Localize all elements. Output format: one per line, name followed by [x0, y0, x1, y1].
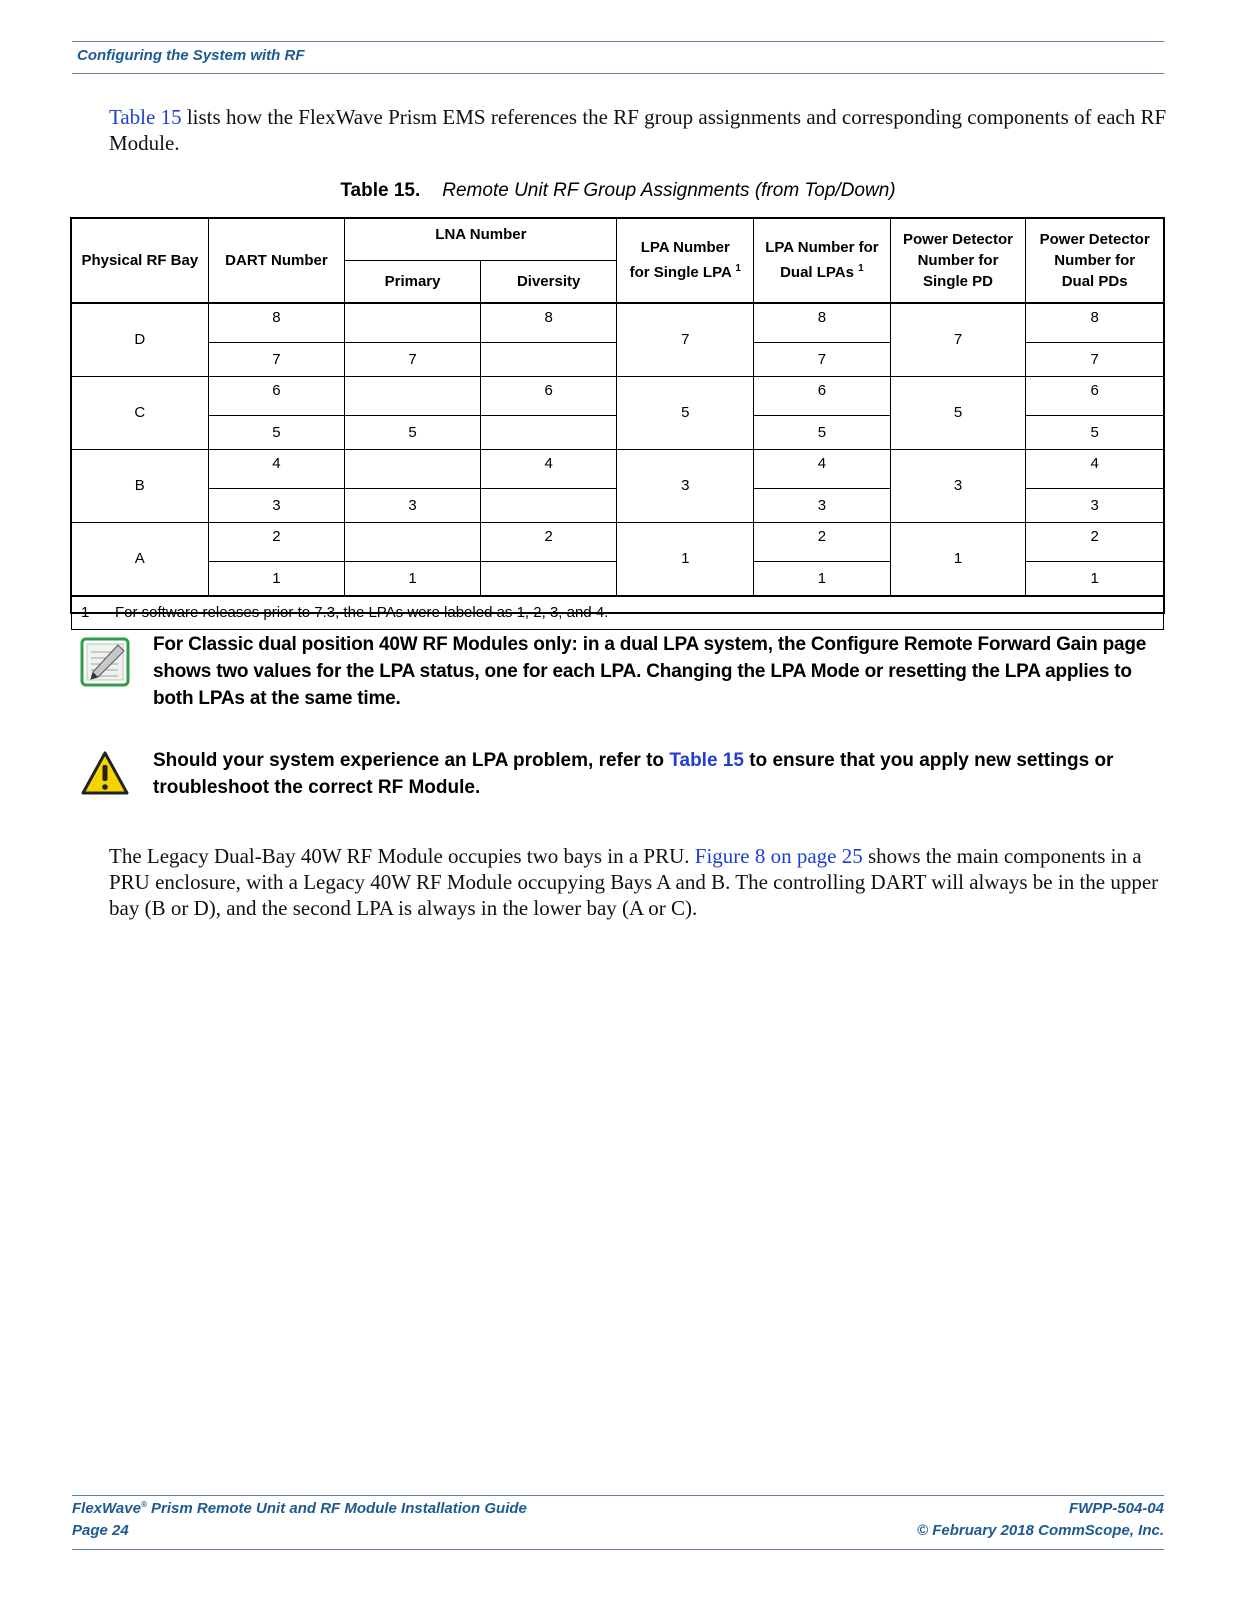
lpa-dual-cell: 2 [754, 522, 891, 561]
lpa-dual-cell: 7 [754, 342, 891, 376]
warning-text [153, 747, 1153, 801]
dart-cell: 2 [208, 522, 345, 561]
table-footnote [72, 596, 1164, 630]
dart-cell: 6 [208, 376, 345, 415]
footer-copyright: © February 2018 CommScope, Inc. [917, 1522, 1164, 1539]
pd-dual-cell: 6 [1026, 376, 1164, 415]
footer-page-number: Page 24 [72, 1522, 129, 1539]
header-lna-number: LNA Number [345, 219, 617, 261]
pd-single-cell: 7 [890, 303, 1026, 377]
pd-single-cell: 5 [890, 376, 1026, 449]
registered-mark: ® [140, 1500, 147, 1509]
table-caption-number: Table 15. [340, 180, 421, 201]
rf-group-table [71, 218, 1164, 630]
lna-diversity-cell [480, 561, 617, 596]
pd-single-cell: 3 [890, 449, 1026, 522]
lpa-dual-cell: 5 [754, 415, 891, 449]
lna-primary-cell [345, 303, 481, 343]
pd-dual-cell: 2 [1026, 522, 1164, 561]
header-lpa-dual-line1: LPA Number for [765, 239, 879, 257]
table-row [72, 522, 1164, 561]
pd-single-cell: 1 [890, 522, 1026, 596]
dart-cell: 1 [208, 561, 345, 596]
lna-diversity-cell: 4 [480, 449, 617, 488]
table-15-link[interactable]: Table 15 [109, 105, 182, 129]
header-dart-number: DART Number [208, 219, 345, 303]
lpa-dual-cell: 6 [754, 376, 891, 415]
header-lna-diversity: Diversity [480, 261, 617, 303]
lna-primary-cell [345, 522, 481, 561]
pd-dual-cell: 7 [1026, 342, 1164, 376]
lna-diversity-cell [480, 342, 617, 376]
lna-primary-cell: 5 [345, 415, 481, 449]
header-pd-single-line3: Single PD [923, 272, 994, 290]
header-lna-primary: Primary [345, 261, 481, 303]
header-pd-dual-line3: Dual PDs [1061, 272, 1128, 290]
footer-bottom-rule [72, 1549, 1164, 1550]
pd-dual-cell: 8 [1026, 303, 1164, 343]
header-pd-single-line2: Number for [917, 251, 999, 269]
note-pencil-icon [80, 637, 130, 687]
legacy-paragraph [109, 843, 1169, 921]
intro-text: lists how the FlexWave Prism EMS references the RF group assignments and corresponding components of each RF Module. [109, 105, 1167, 155]
lpa-dual-cell: 3 [754, 488, 891, 522]
lpa-dual-cell: 8 [754, 303, 891, 343]
table-row [72, 303, 1164, 343]
lpa-single-cell: 3 [617, 449, 754, 522]
dart-cell: 3 [208, 488, 345, 522]
footnote-text: For software releases prior to 7.3, the LPAs were labeled as 1, 2, 3, and 4. [115, 604, 609, 621]
footnote-mark: 1 [735, 263, 741, 275]
lna-primary-cell [345, 376, 481, 415]
warning-table-15-link[interactable]: Table 15 [669, 750, 744, 771]
lna-primary-cell [345, 449, 481, 488]
pd-dual-cell: 1 [1026, 561, 1164, 596]
lna-diversity-cell [480, 415, 617, 449]
footnote-number: 1 [81, 604, 90, 621]
lna-diversity-cell: 2 [480, 522, 617, 561]
lna-diversity-cell: 6 [480, 376, 617, 415]
table-caption [72, 180, 1164, 202]
lna-primary-cell: 3 [345, 488, 481, 522]
lna-diversity-cell [480, 488, 617, 522]
header-pd-dual [1026, 219, 1164, 303]
bay-cell: D [72, 303, 209, 377]
footer-doc-number: FWPP-504-04 [1068, 1500, 1164, 1517]
table-row [72, 376, 1164, 415]
lpa-dual-cell: 1 [754, 561, 891, 596]
footer-top-rule [72, 1495, 1164, 1496]
header-lpa-single-line1: LPA Number [640, 239, 730, 257]
bay-cell: A [72, 522, 209, 596]
intro-paragraph [109, 104, 1169, 156]
table-footnote-row [72, 596, 1164, 630]
pd-dual-cell: 5 [1026, 415, 1164, 449]
bay-cell: C [72, 376, 209, 449]
bay-cell: B [72, 449, 209, 522]
table-row [72, 449, 1164, 488]
header-lpa-single [617, 219, 754, 303]
dart-cell: 7 [208, 342, 345, 376]
warning-text-before: Should your system experience an LPA problem, refer to [153, 750, 670, 771]
footer-doc-title-brand: FlexWave [72, 1500, 141, 1517]
header-top-rule [72, 41, 1164, 42]
dart-cell: 5 [208, 415, 345, 449]
header-pd-dual-line2: Number for [1054, 251, 1136, 269]
warning-text-after: to ensure that you apply new settings or troubleshoot the correct RF Module. [153, 750, 1114, 798]
lpa-single-cell: 7 [617, 303, 754, 377]
footer-doc-title-rest: Prism Remote Unit and RF Module Installation Guide [146, 1500, 527, 1517]
lpa-dual-cell: 4 [754, 449, 891, 488]
legacy-text-before: The Legacy Dual-Bay 40W RF Module occupies two bays in a PRU. [109, 844, 695, 868]
header-physical-rf-bay: Physical RF Bay [72, 219, 209, 303]
dart-cell: 8 [208, 303, 345, 343]
header-pd-single [890, 219, 1026, 303]
figure-8-link[interactable]: Figure 8 on page 25 [694, 844, 863, 868]
warning-triangle-icon [80, 750, 130, 796]
table-caption-title: Remote Unit RF Group Assignments (from Top/Down) [442, 180, 896, 201]
lpa-single-cell: 5 [617, 376, 754, 449]
pd-dual-cell: 4 [1026, 449, 1164, 488]
section-header: Configuring the System with RF [77, 47, 305, 64]
header-pd-dual-line1: Power Detector [1039, 230, 1150, 248]
lna-diversity-cell: 8 [480, 303, 617, 343]
note-text: For Classic dual position 40W RF Modules only: in a dual LPA system, the Configure Remote Forward Gain page shows two values for the LPA status, one for each LPA. Changing the LPA Mode or resetting the LPA applies to both LPAs at the same time. [153, 634, 1147, 709]
footnote-mark: 1 [858, 263, 864, 275]
lna-primary-cell: 7 [345, 342, 481, 376]
legacy-text-after: shows the main components in a PRU enclosure, with a Legacy 40W RF Module occupying Bays A and B. The controlling DART will always be in the upper bay (B or D), and the second LPA is always in the lower bay (A or C). [109, 844, 1159, 920]
lna-primary-cell: 1 [345, 561, 481, 596]
header-pd-single-line1: Power Detector [902, 230, 1014, 248]
header-lpa-dual [754, 219, 891, 303]
lpa-single-cell: 1 [617, 522, 754, 596]
dart-cell: 4 [208, 449, 345, 488]
footer-doc-title [72, 1500, 527, 1517]
pd-dual-cell: 3 [1026, 488, 1164, 522]
header-lpa-single-line2: for Single LPA [629, 264, 732, 282]
header-lpa-dual-line2: Dual LPAs [780, 264, 854, 282]
header-bottom-rule [72, 73, 1164, 74]
